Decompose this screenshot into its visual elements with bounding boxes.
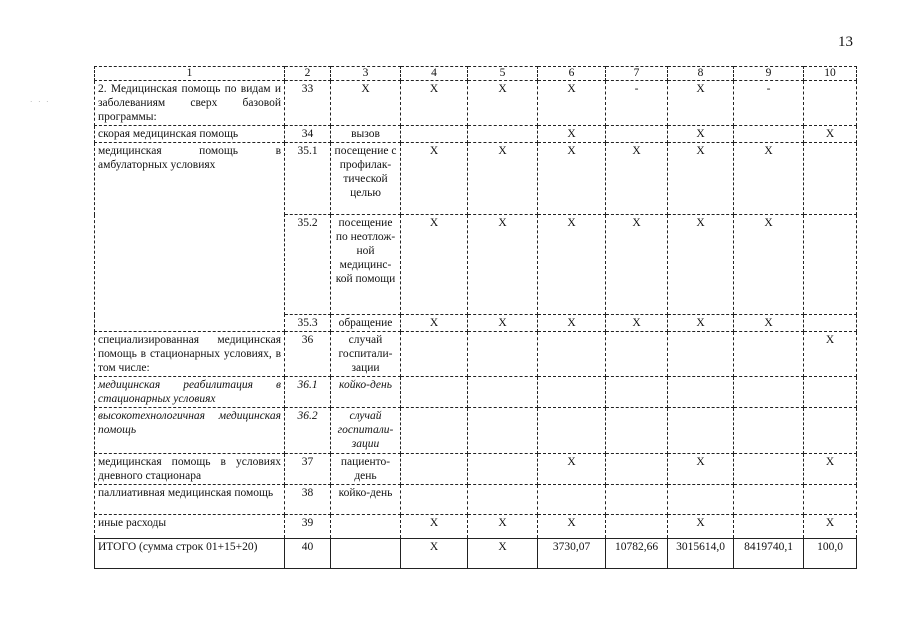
row-unit: Х [331,81,401,126]
row-code: 39 [285,515,331,539]
row-cell [468,377,538,408]
row-cell: Х [734,315,804,332]
row-name: медицинская помощь в амбулаторных условиях [95,143,285,332]
row-cell [401,408,468,454]
row-cell [668,408,734,454]
row-cell: Х [804,126,857,143]
row-code: 36.2 [285,408,331,454]
table-row [95,485,857,515]
row-cell [804,215,857,315]
row-cell [804,408,857,454]
row-unit: вызов [331,126,401,143]
row-cell [804,377,857,408]
row-cell: Х [401,143,468,215]
row-name: скорая медицинская помощь [95,126,285,143]
row-code: 33 [285,81,331,126]
row-name: высокотехнологичная медицинская помощь [95,408,285,454]
header-cell: 8 [668,67,734,81]
row-cell [606,485,668,515]
row-cell: Х [668,81,734,126]
row-cell [401,485,468,515]
row-cell [468,454,538,485]
row-cell [606,332,668,377]
row-unit: пациенто-день [331,454,401,485]
row-cell [468,332,538,377]
header-cell: 7 [606,67,668,81]
row-cell: - [734,81,804,126]
row-cell: Х [401,539,468,569]
table-row [95,81,857,126]
header-cell: 4 [401,67,468,81]
row-code: 40 [285,539,331,569]
row-cell: 3730,07 [538,539,606,569]
row-name: 2. Медицинская помощь по видам и заболеваниям сверх базовой программы: [95,81,285,126]
row-cell [606,377,668,408]
row-cell [734,515,804,539]
row-code: 36 [285,332,331,377]
row-cell: Х [668,143,734,215]
row-cell: Х [804,454,857,485]
row-cell: Х [668,454,734,485]
row-cell [401,332,468,377]
row-cell [804,81,857,126]
row-code: 37 [285,454,331,485]
row-unit: случай госпитали-зации [331,408,401,454]
row-cell: Х [538,215,606,315]
row-cell: 100,0 [804,539,857,569]
row-cell: Х [538,81,606,126]
row-cell: Х [468,539,538,569]
row-cell: Х [401,215,468,315]
row-cell: Х [668,215,734,315]
row-cell [606,454,668,485]
row-cell [606,515,668,539]
row-cell [804,485,857,515]
row-cell [538,485,606,515]
header-row [95,67,857,81]
row-unit: посещение по неотлож-ной медицинс-кой помощи [331,215,401,315]
row-cell [538,408,606,454]
row-cell [401,454,468,485]
report-table-container [94,66,856,569]
row-name: иные расходы [95,515,285,539]
header-cell: 10 [804,67,857,81]
row-code: 35.2 [285,215,331,315]
row-cell: Х [734,215,804,315]
row-code: 35.3 [285,315,331,332]
row-cell: Х [468,315,538,332]
row-code: 38 [285,485,331,515]
row-unit: койко-день [331,377,401,408]
row-cell: Х [606,215,668,315]
row-name: медицинская реабилитация в стационарных условиях [95,377,285,408]
table-row [95,408,857,454]
row-cell [668,485,734,515]
row-cell [668,332,734,377]
row-cell: Х [668,126,734,143]
report-table [94,66,857,569]
table-row [95,126,857,143]
row-cell [734,485,804,515]
row-cell [468,485,538,515]
row-cell [804,315,857,332]
row-cell [606,408,668,454]
row-code: 34 [285,126,331,143]
table-row [95,515,857,539]
row-unit: койко-день [331,485,401,515]
row-cell [734,377,804,408]
row-cell [668,377,734,408]
header-cell: 1 [95,67,285,81]
table-row [95,143,857,215]
table-row [95,454,857,485]
row-cell: Х [401,315,468,332]
row-cell: Х [538,143,606,215]
header-cell: 2 [285,67,331,81]
row-cell: Х [606,143,668,215]
row-cell: Х [734,143,804,215]
row-cell [538,332,606,377]
row-code: 36.1 [285,377,331,408]
page-number: 13 [838,34,853,50]
row-unit [331,515,401,539]
row-cell [538,377,606,408]
row-cell [401,126,468,143]
row-unit: случай госпитали-зации [331,332,401,377]
row-unit: обращение [331,315,401,332]
row-cell: Х [468,215,538,315]
row-cell [734,126,804,143]
row-name: ИТОГО (сумма строк 01+15+20) [95,539,285,569]
row-cell [734,408,804,454]
table-row [95,377,857,408]
row-cell [734,332,804,377]
row-cell: 10782,66 [606,539,668,569]
row-name: медицинская помощь в условиях дневного стационара [95,454,285,485]
row-unit: посещение с профилак-тической целью [331,143,401,215]
total-row [95,539,857,569]
row-cell: 8419740,1 [734,539,804,569]
row-cell [734,454,804,485]
row-name: паллиативная медицинская помощь [95,485,285,515]
row-cell: - [606,81,668,126]
row-cell: Х [668,315,734,332]
row-unit [331,539,401,569]
row-cell: 3015614,0 [668,539,734,569]
row-cell: Х [538,315,606,332]
row-cell: Х [804,332,857,377]
row-cell [804,143,857,215]
row-cell: Х [401,81,468,126]
row-cell: Х [468,81,538,126]
row-cell: Х [804,515,857,539]
row-cell: Х [606,315,668,332]
header-cell: 9 [734,67,804,81]
row-cell: Х [538,515,606,539]
header-cell: 3 [331,67,401,81]
header-cell: 6 [538,67,606,81]
row-cell [468,408,538,454]
table-row [95,332,857,377]
row-cell: Х [468,143,538,215]
row-name: специализированная медицинская помощь в стационарных условиях, в том числе: [95,332,285,377]
row-cell: Х [668,515,734,539]
row-cell [401,377,468,408]
row-code: 35.1 [285,143,331,215]
row-cell: Х [401,515,468,539]
row-cell: Х [538,454,606,485]
row-cell: Х [468,515,538,539]
row-cell: Х [538,126,606,143]
header-cell: 5 [468,67,538,81]
row-cell [606,126,668,143]
scan-margin-mark: · · · [30,98,51,106]
row-cell [468,126,538,143]
